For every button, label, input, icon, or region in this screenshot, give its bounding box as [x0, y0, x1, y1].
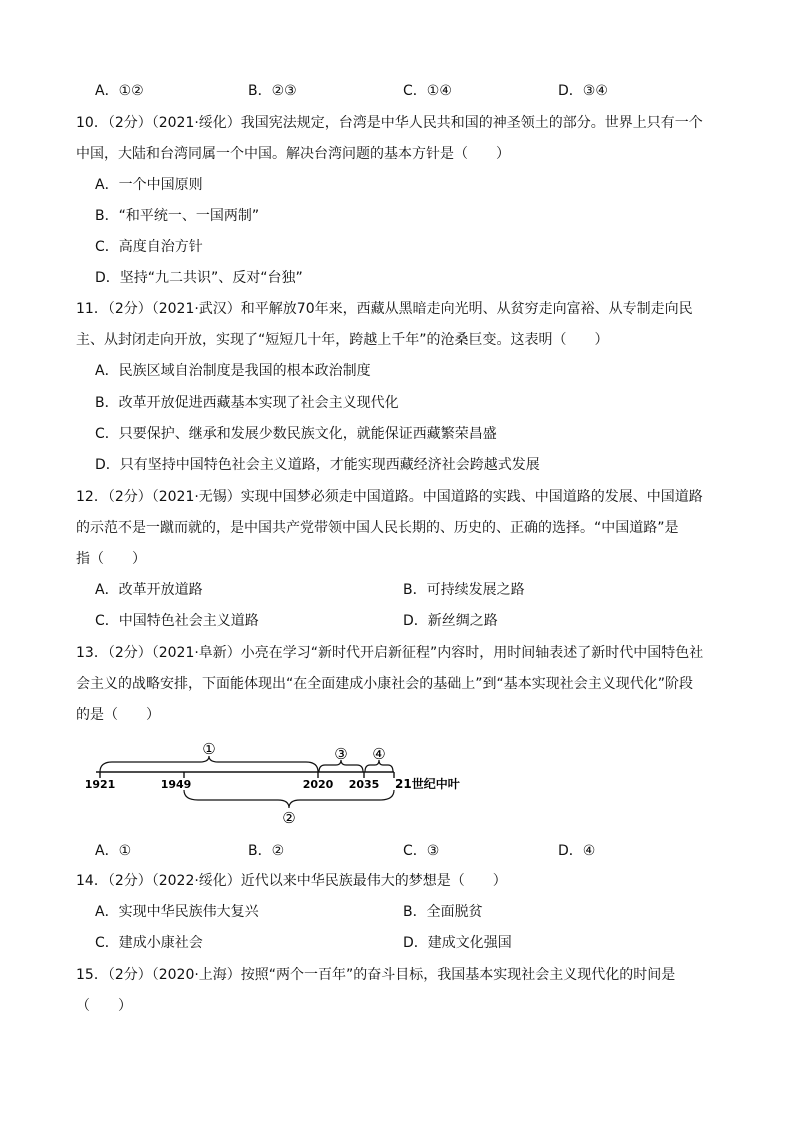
- q11-option-b[interactable]: B．改革开放促进西藏基本实现了社会主义现代化: [95, 395, 399, 411]
- marker-3: ③: [334, 745, 348, 763]
- q13-option-c[interactable]: C．③: [403, 843, 440, 859]
- q9-option-c[interactable]: C．①④: [403, 83, 452, 99]
- q13-option-d[interactable]: D．④: [558, 843, 596, 859]
- timeline-diagram: [84, 738, 478, 827]
- q9-option-d[interactable]: D．③④: [558, 83, 608, 99]
- q13-stem-line-3: 的是（ ）: [76, 707, 160, 723]
- q10-option-b[interactable]: B．“和平统一、一国两制”: [95, 208, 260, 224]
- marker-2: ②: [282, 809, 296, 827]
- q12-stem-line-1: 12．（2分）（2021·无锡）实现中国梦必须走中国道路。中国道路的实践、中国道路的发展、中国道路: [76, 489, 703, 505]
- q10-option-d[interactable]: D．坚持“九二共识”、反对“台独”: [95, 270, 303, 286]
- q13-option-b[interactable]: B．②: [248, 843, 285, 859]
- brace-2-below: [184, 790, 394, 808]
- q13-stem-line-1: 13．（2分）（2021·阜新）小亮在学习“新时代开启新征程”内容时，用时间轴表述了新时代中国特色社: [76, 645, 704, 661]
- tick-label-2035: 2035: [348, 778, 380, 791]
- q12-option-c[interactable]: C．中国特色社会主义道路: [95, 613, 259, 629]
- q14-option-b[interactable]: B．全面脱贫: [403, 904, 483, 920]
- q13-option-a[interactable]: A．①: [95, 843, 132, 859]
- q12-option-a[interactable]: A．改革开放道路: [95, 582, 203, 598]
- q12-option-d[interactable]: D．新丝绸之路: [403, 613, 498, 629]
- q11-option-a[interactable]: A．民族区域自治制度是我国的根本政治制度: [95, 363, 371, 379]
- q12-stem-line-2: 的示范不是一蹴而就的，是中国共产党带领中国人民长期的、历史的、正确的选择。“中国道路”是: [76, 520, 679, 536]
- q14-option-d[interactable]: D．建成文化强国: [403, 935, 512, 951]
- tick-label-1921: 1921: [84, 778, 116, 791]
- q11-option-d[interactable]: D．只有坚持中国特色社会主义道路，才能实现西藏经济社会跨越式发展: [95, 457, 540, 473]
- q14-option-a[interactable]: A．实现中华民族伟大复兴: [95, 904, 259, 920]
- q11-stem-line-1: 11．（2分）（2021·武汉）和平解放70年来，西藏从黑暗走向光明、从贫穷走向富裕、从专制走向民: [76, 301, 693, 317]
- q9-option-a[interactable]: A．①②: [95, 83, 144, 99]
- q10-option-c[interactable]: C．高度自治方针: [95, 239, 203, 255]
- q10-option-a[interactable]: A．一个中国原则: [95, 177, 203, 193]
- q15-stem-line-1: 15．（2分）（2020·上海）按照“两个一百年”的奋斗目标，我国基本实现社会主义现代化的时间是: [76, 967, 676, 983]
- q14-stem-line-1: 14．（2分）（2022·绥化）近代以来中华民族最伟大的梦想是（ ）: [76, 873, 507, 889]
- q14-option-c[interactable]: C．建成小康社会: [95, 935, 203, 951]
- q10-stem-line-1: 10．（2分）（2021·绥化）我国宪法规定，台湾是中华人民共和国的神圣领土的部分。世界上只有一个: [76, 115, 703, 131]
- q9-option-b[interactable]: B．②③: [248, 83, 297, 99]
- q10-stem-line-2: 中国，大陆和台湾同属一个中国。解决台湾问题的基本方针是（ ）: [76, 146, 510, 162]
- q13-stem-line-2: 会主义的战略安排，下面能体现出“在全面建成小康社会的基础上”到“基本实现社会主义现代化”阶段: [76, 676, 694, 692]
- q11-stem-line-2: 主、从封闭走向开放，实现了“短短几十年，跨越上千年”的沧桑巨变。这表明（ ）: [76, 332, 609, 348]
- marker-4: ④: [372, 745, 386, 763]
- q11-option-c[interactable]: C．只要保护、继承和发展少数民族文化，就能保证西藏繁荣昌盛: [95, 426, 497, 442]
- tick-label-1949: 1949: [160, 778, 192, 791]
- q12-stem-line-3: 指（ ）: [76, 551, 146, 567]
- marker-1: ①: [202, 740, 216, 758]
- tick-label-end: 21世纪中叶: [395, 777, 460, 791]
- tick-label-2020: 2020: [302, 778, 334, 791]
- brace-1-above: [100, 756, 318, 772]
- q15-stem-line-2: （ ）: [76, 998, 132, 1014]
- q12-option-b[interactable]: B．可持续发展之路: [403, 582, 525, 598]
